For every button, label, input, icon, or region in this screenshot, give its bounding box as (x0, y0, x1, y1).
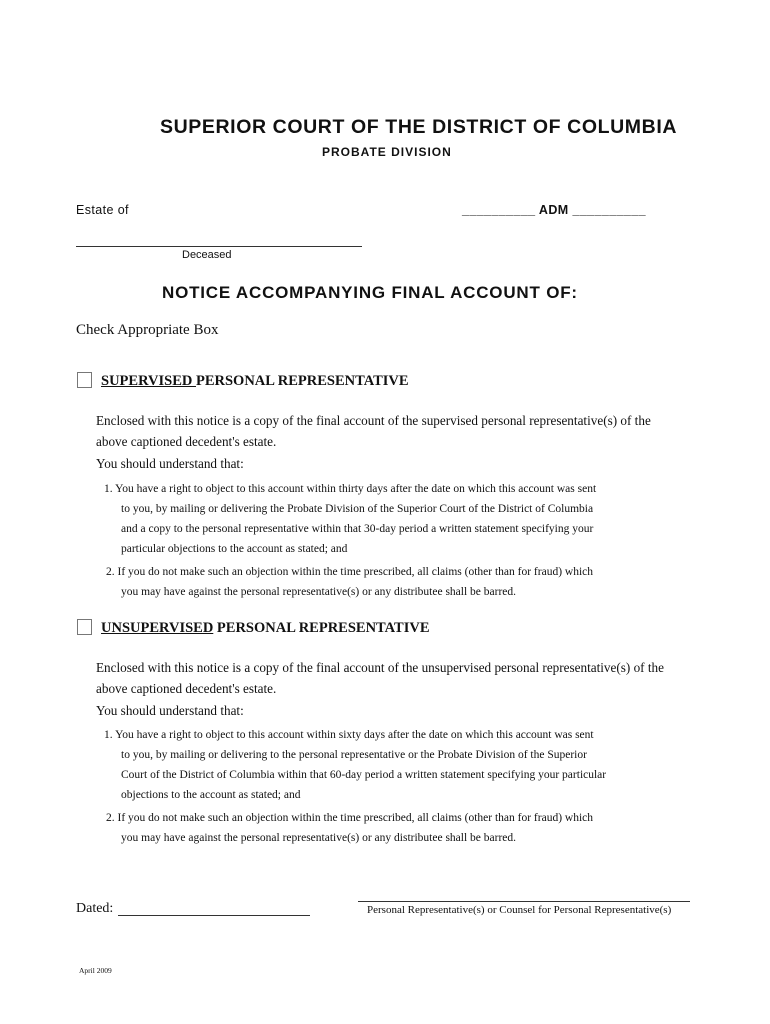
supervised-item1-line4: particular objections to the account as stated; and (121, 543, 348, 555)
signature-line[interactable] (358, 901, 690, 902)
supervised-understand: You should understand that: (96, 456, 244, 471)
unsupervised-heading-rest: PERSONAL REPRESENTATIVE (213, 620, 430, 636)
deceased-label: Deceased (182, 249, 232, 261)
supervised-para-line2: above captioned decedent's estate. (96, 434, 277, 449)
date-field-line[interactable] (118, 915, 310, 916)
supervised-para-line1: Enclosed with this notice is a copy of the final account of the supervised personal representative(s) of the (96, 413, 651, 428)
unsupervised-checkbox[interactable] (77, 619, 92, 635)
unsupervised-para-line2: above captioned decedent's estate. (96, 681, 277, 696)
unsupervised-item1-line3: Court of the District of Columbia within that 60-day period a written statement specifying your particular (121, 769, 607, 781)
unsupervised-understand: You should understand that: (96, 703, 244, 718)
supervised-checkbox[interactable] (77, 372, 92, 388)
court-title: SUPERIOR COURT OF THE DISTRICT OF COLUMBIA (160, 116, 678, 138)
supervised-item1-line1: 1. You have a right to object to this account within thirty days after the date on which this account was sent (104, 483, 597, 495)
unsupervised-para-line1: Enclosed with this notice is a copy of the final account of the unsupervised personal representative(s) of the (96, 660, 664, 675)
supervised-heading-rest: PERSONAL REPRESENTATIVE (195, 373, 409, 389)
dated-label: Dated: (76, 901, 114, 916)
unsupervised-heading (101, 620, 430, 637)
form-date-footer: April 2009 (79, 966, 112, 975)
supervised-item1-line3: and a copy to the personal representative within that 30-day period a written statement specifying your (121, 523, 594, 535)
deceased-name-line[interactable] (76, 246, 362, 247)
unsupervised-item1-line1: 1. You have a right to object to this account within sixty days after the date on which this account was sent (104, 729, 594, 741)
division-subtitle: PROBATE DIVISION (322, 145, 452, 159)
supervised-heading-underlined: SUPERVISED (101, 373, 196, 389)
unsupervised-item1-line2: to you, by mailing or delivering to the personal representative or the Probate Division of the Superior (121, 749, 587, 761)
supervised-heading (101, 373, 409, 390)
notice-title: NOTICE ACCOMPANYING FINAL ACCOUNT OF: (162, 283, 578, 302)
estate-label: Estate of (76, 203, 129, 217)
adm-number-field[interactable]: __________ ADM __________ (462, 203, 646, 217)
unsupervised-item2-line1: 2. If you do not make such an objection within the time prescribed, all claims (other than for fraud) which (106, 812, 594, 824)
supervised-item2-line2: you may have against the personal representative(s) or any distributee shall be barred. (121, 586, 517, 598)
supervised-item1-line2: to you, by mailing or delivering the Probate Division of the Superior Court of the District of Columbia (121, 503, 594, 515)
unsupervised-heading-underlined: UNSUPERVISED (101, 620, 214, 636)
unsupervised-item1-line4: objections to the account as stated; and (121, 789, 301, 801)
unsupervised-item2-line2: you may have against the personal representative(s) or any distributee shall be barred. (121, 832, 517, 844)
supervised-item2-line1: 2. If you do not make such an objection within the time prescribed, all claims (other than for fraud) which (106, 566, 594, 578)
signature-label: Personal Representative(s) or Counsel for Personal Representative(s) (367, 904, 672, 916)
check-box-instruction: Check Appropriate Box (76, 322, 219, 338)
